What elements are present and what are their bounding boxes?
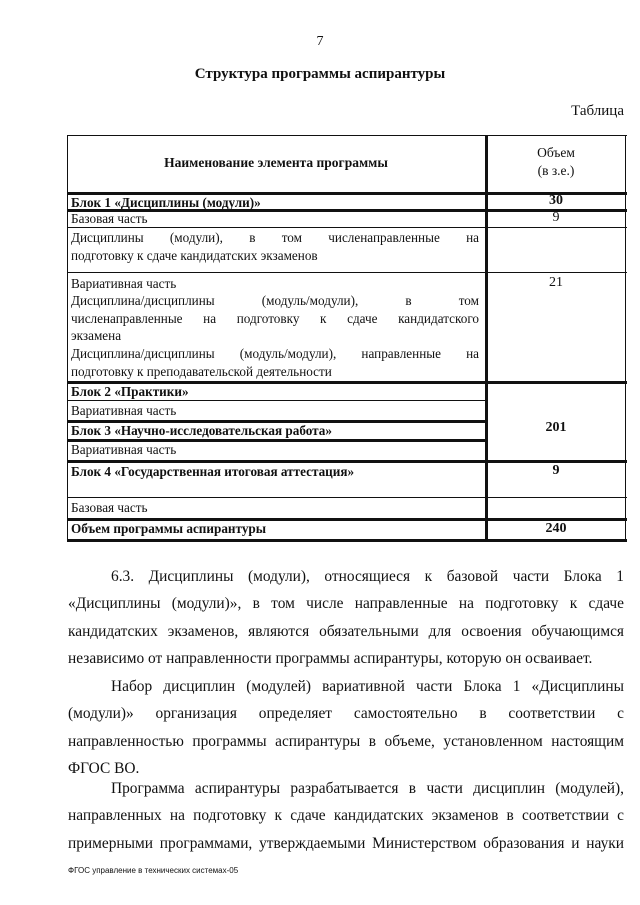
- paragraph-line: направленностью программы аспирантуры в объеме, установленном настоящим: [68, 732, 624, 750]
- table-line-variative: [67, 272, 627, 273]
- table-border-left: [67, 135, 68, 541]
- variative-description2-line1: Дисциплина/дисциплины (модуль/модули), направленные на: [71, 346, 479, 361]
- table-border-top: [67, 135, 627, 136]
- block4-volume: 9: [552, 463, 560, 478]
- block3-title: Блок 3 «Научно-исследовательская работа»: [71, 423, 332, 438]
- header-element-name: Наименование элемента программы: [164, 155, 388, 170]
- paragraph-line: ФГОС ВО.: [68, 760, 140, 778]
- paragraph-program: [68, 775, 624, 857]
- table-line-block4-base: [67, 497, 627, 498]
- variative-description1-line1: Дисциплина/дисциплины (модуль/модули), в том: [71, 293, 479, 308]
- block2-variative-part: Вариативная часть: [71, 403, 177, 418]
- block1-title: Блок 1 «Дисциплины (модули)»: [71, 195, 261, 210]
- base-part-volume: 9: [552, 210, 560, 225]
- paragraph-line: Программа аспирантуры разрабатывается в части дисциплин (модулей),: [111, 780, 624, 797]
- variative-part-volume: 21: [549, 275, 563, 290]
- table-label: Таблица: [571, 103, 624, 119]
- paragraph-line: примерными программами, утверждаемыми Министерством образования и науки: [68, 834, 624, 852]
- blocks2-3-volume: 201: [545, 420, 567, 435]
- document-title: Структура программы аспирантуры: [194, 66, 446, 82]
- paragraph-line: 6.3. Дисциплины (модули), относящиеся к базовой части Блока 1: [111, 568, 624, 585]
- block4-title: Блок 4 «Государственная итоговая аттестация»: [71, 464, 355, 479]
- base-part-description-line2: подготовку к сдаче кандидатских экзаменов: [71, 248, 318, 263]
- paragraph-variative: [68, 673, 624, 783]
- paragraph-6-3: [68, 563, 624, 673]
- header-volume: [487, 144, 625, 180]
- table-border-right: [625, 135, 626, 541]
- base-part-label: Базовая часть: [71, 211, 148, 226]
- block4-base-part: Базовая часть: [71, 500, 148, 515]
- block1-volume: 30: [549, 193, 563, 208]
- paragraph-line: направленных на подготовку к сдаче кандидатских экзаменов в соответствии с: [68, 807, 624, 825]
- base-part-description-line1: Дисциплины (модули), в том численаправленные на: [71, 230, 479, 245]
- variative-description1-line3: экзамена: [71, 328, 122, 343]
- variative-description1-line2: численаправленные на подготовку к сдаче кандидатского: [71, 311, 479, 326]
- paragraph-line: Набор дисциплин (модулей) вариативной части Блока 1 «Дисциплины: [111, 678, 624, 695]
- header-volume-line2: (в з.е.): [537, 163, 575, 178]
- block3-variative-part: Вариативная часть: [71, 442, 177, 457]
- program-structure-table: [67, 135, 627, 543]
- paragraph-line: «Дисциплины (модули)», в том числе направленные на подготовку к сдаче: [68, 595, 624, 613]
- paragraph-line: кандидатских экзаменов, являются обязательными для освоения обучающимся: [68, 622, 624, 640]
- total-volume: 240: [545, 521, 567, 536]
- footer-note: ФГОС управление в технических системах-05: [68, 866, 239, 875]
- paragraph-line: независимо от направленности программы аспирантуры, которую он осваивает.: [68, 650, 593, 668]
- total-label: Объем программы аспирантуры: [71, 521, 267, 536]
- variative-part-label: Вариативная часть: [71, 276, 177, 291]
- variative-description2-line2: подготовку к преподавательской деятельности: [71, 364, 332, 379]
- paragraph-line: (модули)» организация определяет самостоятельно в соответствии с: [68, 705, 624, 723]
- table-border-bottom: [67, 539, 627, 542]
- block2-title: Блок 2 «Практики»: [71, 384, 189, 399]
- header-volume-line1: Объем: [537, 145, 575, 160]
- page-number: 7: [316, 34, 324, 49]
